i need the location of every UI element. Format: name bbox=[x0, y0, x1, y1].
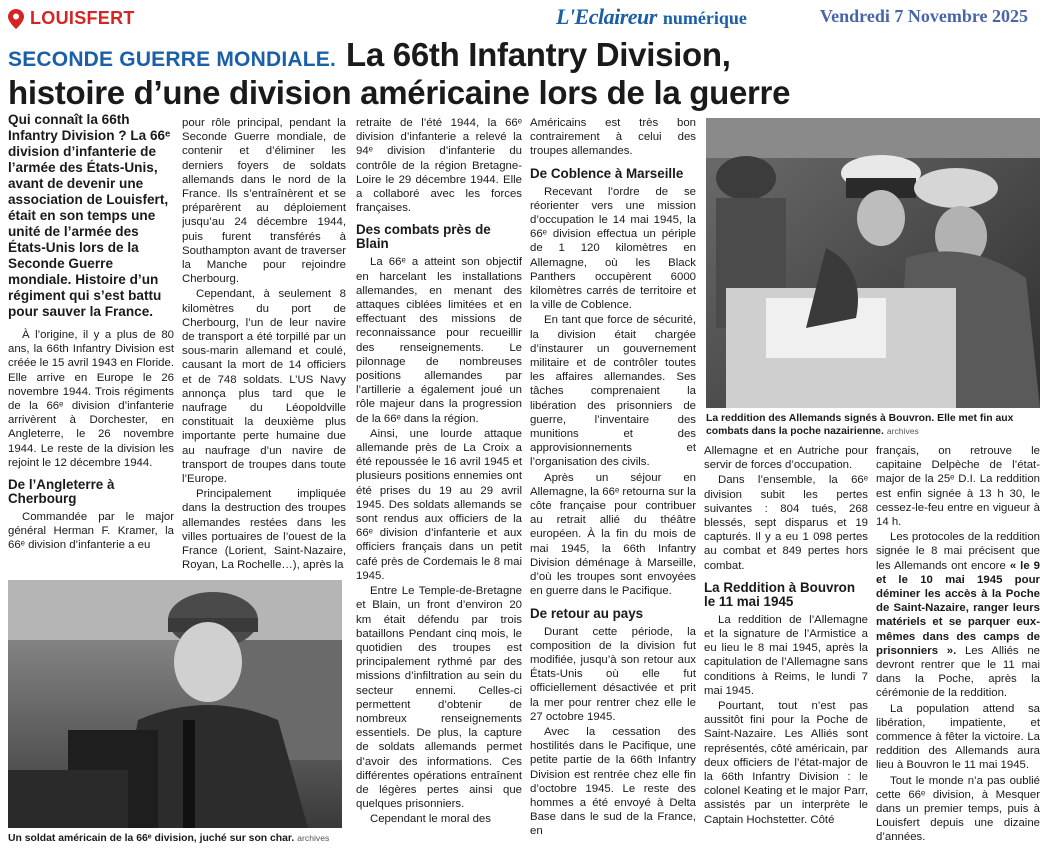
issue-date: Vendredi 7 Novembre 2025 bbox=[819, 6, 1028, 26]
paragraph: Avec la cessation des hostilités dans le Pacifique, une petite partie de la 66th Infantry Division est rentrée chez elle fin d’octobre 1945. Le reste des hommes a été envoyé à Delta Base dans le sud de la France, en bbox=[530, 725, 696, 838]
photo-surrender-signing bbox=[706, 118, 1040, 408]
paragraph: À l’origine, il y a plus de 80 ans, la 66th Infantry Division est créée le 15 avril 1943 en Floride. Elle arrive en Europe le 26 novembre 1944. Trois régiments de la 66ᵉ division d’infanterie arrivèrent à Dorchester, en Angleterre, le 26 novembre 1944. Le reste de la division les rejoint le 12 décembre 1944. bbox=[8, 329, 174, 469]
headline-line-1: La 66th Infantry Division, bbox=[346, 36, 731, 73]
paragraph: Allemagne et en Autriche pour servir de forces d’occupation. bbox=[704, 445, 868, 472]
paragraph: Entre Le Temple-de-Bretagne et Blain, un front d’environ 20 km était défendu par trois bataillons Pendant cinq mois, le quotidien des troupes est principalement rythmé par des missions d’infiltration au sein du secteur ennemi. Celles-ci permettent d’obtenir de nombreux renseignements essentiels. De plus, la capture de soldats allemands permet d’avoir des informations. Ces différentes opérations entraînent de légères pertes ainsi que quelques prisonniers. bbox=[356, 585, 522, 811]
location-name: LOUISFERT bbox=[30, 8, 135, 28]
masthead-suffix: numérique bbox=[662, 8, 747, 28]
photo-credit: archives bbox=[297, 833, 330, 843]
quote-bold: « le 9 et le 10 mai 1945 pour déminer les accès à la Poche de Saint-Nazaire, ranger leurs matériels et se parquer eux-mêmes dans des camps de prisonniers ». bbox=[876, 559, 1040, 657]
article-column-5 bbox=[704, 444, 868, 850]
article-column-1 bbox=[8, 112, 174, 572]
article-column-2 bbox=[182, 116, 346, 572]
paragraph: Durant cette période, la composition de la division fut modifiée, jusqu’à son retour aux États-Unis où elle fut officiellement désactivée et prit la mer pour rentrer chez elle le 27 octobre 1945. bbox=[530, 625, 696, 723]
map-pin-icon bbox=[8, 9, 24, 29]
paragraph: Commandée par le major général Herman F. Kramer, la 66ᵉ division d’infanterie a eu bbox=[8, 511, 174, 552]
location-tag bbox=[8, 8, 135, 29]
subheading: Des combats près de Blain bbox=[356, 222, 491, 252]
paragraph: pour rôle principal, pendant la Seconde Guerre mondiale, de contenir et d’éliminer les derniers foyers de soldats allemands dans le nord de la France. Ils s’entraînèrent et se préparèrent au déploiement jusqu’au 24 décembre 1944, puis furent transférés à Southampton avant de traverser la Manche pour rejoindre Cherbourg. bbox=[182, 117, 346, 286]
paragraph: Tout le monde n’a pas oublié cette 66ᵉ division, à Mesquer dans un premier temps, puis à Louisfert depuis une dizaine d’années. bbox=[876, 774, 1040, 844]
article-column-4 bbox=[530, 116, 696, 850]
article-lead: Qui connaît la 66th Infantry Division ? La 66ᵉ division d’infanterie de l’armée des États-Unis, avant de devenir une association de Louisfert, était en son temps une unité de l’armée des États-Unis lors de la Seconde Guerre mondiale. Histoire d’un régiment qui s’est battu pour sauver la France. bbox=[8, 112, 171, 319]
paragraph: La reddition de l’Allemagne et la signature de l’Armistice a eu lieu le 8 mai 1945, après la capitulation de l’Allemagne sans conditions à Reims, le lundi 7 mai 1945. bbox=[704, 613, 868, 697]
paragraph: Ainsi, une lourde attaque allemande près de La Croix a été repoussée le 16 avril 1945 et plusieurs positions ennemies ont été prises du 19 au 29 avril 1945. Des soldats allemands se sont rendus aux officiers de la 66ᵉ division d’infanterie et aux officiers français dans un petit café près de Cordemais le 8 mai 1945. bbox=[356, 427, 522, 582]
subheading: La Reddition à Bouvron le 11 mai 1945 bbox=[704, 579, 856, 609]
paragraph: Les protocoles de la reddition signée le 8 mai précisent que les Allemands ont encore « le 9 et le 10 mai 1945 pour déminer les accès à la Poche de Saint-Nazaire, ranger leurs matériels et se parquer eux-mêmes dans des camps de prisonniers ». Les Alliés ne devront rentrer que le 11 mai dans la Poche, après la cérémonie de la reddition. bbox=[876, 531, 1040, 700]
paragraph: français, on retrouve le capitaine Delpèche de l’état-major de la 25ᵉ D.I. La reddition est enfin signée à 13 h 30, le cessez-le-feu entre en vigueur à 14 h. bbox=[876, 445, 1040, 529]
article-headline bbox=[8, 36, 1038, 112]
page-header bbox=[0, 0, 1048, 36]
photo-credit: archives bbox=[886, 426, 919, 436]
paragraph: Dans l’ensemble, la 66ᵉ division subit les pertes suivantes : 804 tués, 268 blessés, sept disparus et 19 capturés. Il y a eu 1 098 pertes au combat et 849 pertes hors combat. bbox=[704, 474, 868, 572]
subheading: De l’Angleterre à Cherbourg bbox=[8, 477, 115, 507]
paragraph: Américains est très bon contrairement à celui des troupes allemandes. bbox=[530, 117, 696, 158]
paragraph: Après un séjour en Allemagne, la 66ᵉ retourna sur la côte française pour contribuer au retrait allié du théâtre européen. À la fin du mois de mai 1945, la 66th Infantry Division déménage à Marseille, d’où les troupes sont envoyées en guerre dans le Pacifique. bbox=[530, 471, 696, 598]
headline-line-2: histoire d’une division américaine lors de la guerre bbox=[8, 74, 791, 111]
masthead-title: L'Eclaireur bbox=[556, 4, 657, 29]
paragraph: Principalement impliquée dans la destruction des troupes allemandes restées dans les villes portuaires de l’ouest de la France (Lorient, Saint-Nazaire, Royan, La Rochelle…), après la bbox=[182, 488, 346, 572]
paragraph: Cependant le moral des bbox=[370, 813, 491, 826]
paragraph: Recevant l’ordre de se réorienter vers une mission d’occupation le 14 mai 1945, la 66ᵉ division effectua un périple de 1 120 kilomètres en Allemagne, où les Black Panthers occupèrent 6000 kilomètres carrés de territoire et la ville de Coblence. bbox=[530, 185, 696, 312]
headline-kicker: SECONDE GUERRE MONDIALE. bbox=[8, 48, 336, 71]
photo-caption-2: La reddition des Allemands signés à Bouvron. Elle met fin aux combats dans la poche nazairienne. archives bbox=[706, 413, 1014, 437]
article-column-6 bbox=[876, 444, 1040, 850]
subheading: De retour au pays bbox=[530, 605, 644, 621]
photo-soldier-on-tank bbox=[8, 580, 342, 828]
paragraph: Cependant, à seulement 8 kilomètres du port de Cherbourg, l’un de leur navire de transport a été torpillé par un sous-marin allemand et coulé, causant la mort de 14 officiers et de 748 soldats. L’US Navy annonça plus tard que le naufrage du Léopoldville constituait la deuxième plus importante perte humaine due au naufrage d’un navire de transport de troupes dans toute l’Europe. bbox=[182, 288, 346, 486]
masthead bbox=[556, 4, 747, 30]
paragraph: En tant que force de sécurité, la division était chargée d’instaurer un gouvernement militaire et de contrôler toutes les affaires allemandes. Ses tâches comprenaient la libération des prisonniers de guerre, l’inventaire des munitions et des approvisionnements et l’organisation des civils. bbox=[530, 314, 696, 469]
paragraph: La population attend sa libération, impatiente, et commence à fêter la victoire. La reddition des Allemands aura lieu à Bouvron le 11 mai 1945. bbox=[876, 702, 1040, 772]
article-column-3 bbox=[356, 4, 522, 850]
paragraph: retraite de l’été 1944, la 66ᵉ division d’infanterie a relevé la 94ᵉ division d’infanterie du contrôle de la région Bretagne-Loire le 29 décembre 1944. Elle a collaboré avec les forces françaises. bbox=[356, 117, 522, 215]
paragraph: Pourtant, tout n’est pas aussitôt fini pour la Poche de Saint-Nazaire. Les Alliés sont représentés, côté américain, par deux officiers de l’état-major de la 66th Infantry Division : le colonel Keating et le major Parr, assistés par un interprète le Captain Hochstetter. Côté bbox=[704, 700, 868, 826]
paragraph: La 66ᵉ a atteint son objectif en harcelant les installations allemandes, en menant des attaques ciblées limitées et en effectuant des missions de reconnaissance pour recueillir des renseignements. Le pilonnage de nombreuses positions allemandes par l’artillerie a également joué un rôle majeur dans la progression de la 66ᵉ dans la région. bbox=[356, 256, 522, 425]
photo-caption-1: Un soldat américain de la 66ᵉ division, juché sur son char. archives bbox=[8, 833, 330, 844]
subheading: De Coblence à Marseille bbox=[530, 165, 684, 181]
